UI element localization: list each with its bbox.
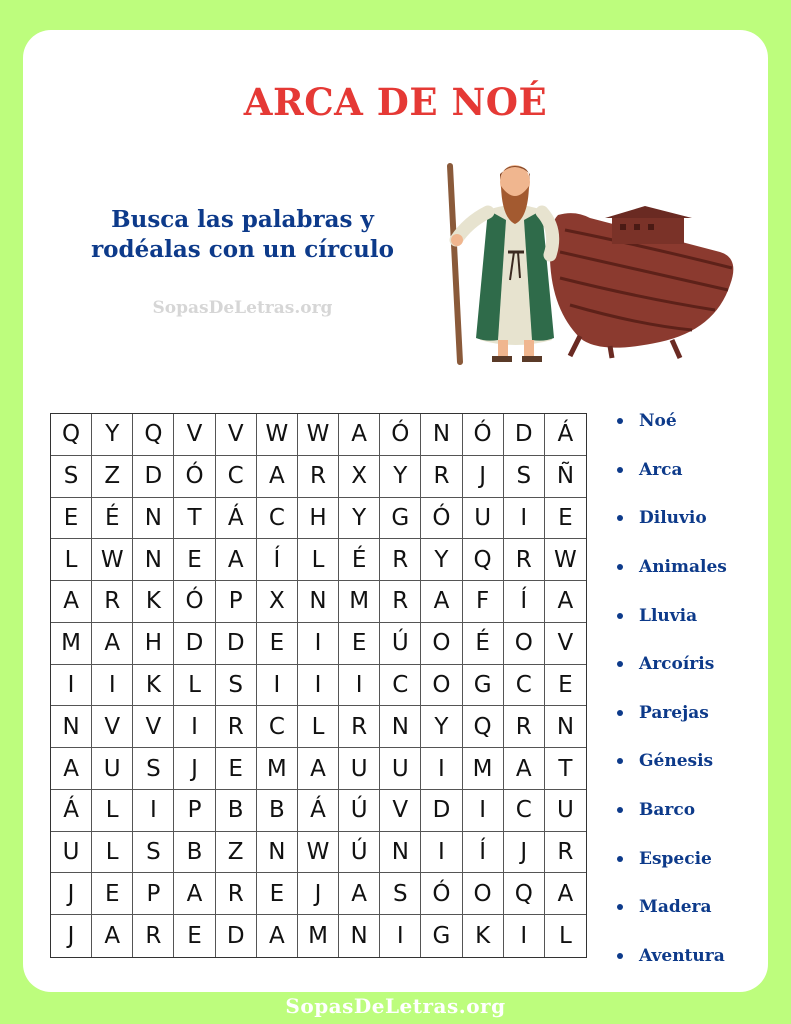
grid-cell[interactable]: S: [51, 456, 92, 498]
word-list-item: [617, 591, 767, 640]
grid-cell[interactable]: S: [380, 873, 421, 915]
grid-cell[interactable]: U: [339, 748, 380, 790]
grid-cell[interactable]: E: [92, 873, 133, 915]
grid-cell[interactable]: X: [339, 456, 380, 498]
grid-cell[interactable]: T: [545, 748, 586, 790]
grid-cell[interactable]: Q: [504, 873, 545, 915]
grid-cell[interactable]: R: [545, 832, 586, 874]
grid-cell[interactable]: N: [380, 832, 421, 874]
grid-cell[interactable]: N: [339, 915, 380, 957]
grid-cell[interactable]: R: [380, 581, 421, 623]
grid-cell[interactable]: L: [559, 923, 572, 950]
bullet-icon: [617, 856, 623, 862]
grid-cell[interactable]: D: [421, 790, 462, 832]
grid-cell[interactable]: J: [174, 748, 215, 790]
grid-cell[interactable]: A: [51, 581, 92, 623]
grid-cell[interactable]: Y: [421, 706, 462, 748]
grid-cell[interactable]: Ó: [421, 873, 462, 915]
grid-cell[interactable]: I: [504, 915, 545, 957]
grid-cell[interactable]: G: [421, 915, 462, 957]
grid-cell[interactable]: D: [216, 915, 257, 957]
grid-cell[interactable]: A: [257, 915, 298, 957]
grid-cell[interactable]: Í: [504, 581, 545, 623]
grid-cell[interactable]: E: [257, 873, 298, 915]
grid-cell[interactable]: P: [216, 581, 257, 623]
page-title: ARCA DE NOÉ: [243, 80, 548, 124]
grid-cell[interactable]: I: [92, 665, 133, 707]
grid-cell[interactable]: V: [92, 706, 133, 748]
grid-cell[interactable]: I: [380, 915, 421, 957]
grid-cell[interactable]: D: [133, 456, 174, 498]
grid-cell[interactable]: Í: [463, 832, 504, 874]
word-label: Barco: [639, 800, 696, 821]
grid-cell[interactable]: J: [504, 832, 545, 874]
grid-cell[interactable]: H: [133, 623, 174, 665]
grid-cell[interactable]: I: [174, 706, 215, 748]
grid-cell[interactable]: E: [174, 539, 215, 581]
grid-cell[interactable]: Q: [463, 706, 504, 748]
grid-cell[interactable]: E: [174, 915, 215, 957]
grid-cell[interactable]: K: [463, 915, 504, 957]
grid-cell[interactable]: J: [51, 915, 92, 957]
grid-cell[interactable]: K: [133, 665, 174, 707]
grid-cell[interactable]: Q: [133, 414, 174, 456]
grid-cell[interactable]: U: [92, 748, 133, 790]
grid-cell[interactable]: R: [216, 873, 257, 915]
grid-cell[interactable]: I: [298, 623, 339, 665]
ark-icon: [550, 206, 734, 358]
grid-cell[interactable]: Á: [545, 414, 586, 456]
grid-cell[interactable]: Í: [257, 539, 298, 581]
grid-cell[interactable]: E: [545, 498, 586, 540]
noah-icon: [450, 165, 554, 362]
grid-cell[interactable]: Y: [421, 539, 462, 581]
grid-cell[interactable]: S: [133, 748, 174, 790]
grid-cell[interactable]: E: [339, 623, 380, 665]
grid-cell[interactable]: L: [174, 665, 215, 707]
grid-cell[interactable]: W: [92, 539, 133, 581]
word-list-item: [617, 397, 767, 446]
grid-cell[interactable]: V: [545, 623, 586, 665]
word-list-item: [617, 932, 767, 981]
grid-cell[interactable]: A: [257, 456, 298, 498]
grid-cell[interactable]: C: [504, 790, 545, 832]
grid-cell[interactable]: Ó: [174, 581, 215, 623]
grid-cell[interactable]: U: [463, 498, 504, 540]
grid-cell[interactable]: P: [174, 790, 215, 832]
grid-cell[interactable]: A: [339, 873, 380, 915]
grid-cell[interactable]: D: [174, 623, 215, 665]
grid-cell[interactable]: I: [504, 498, 545, 540]
word-label: Génesis: [639, 751, 714, 772]
grid-cell[interactable]: R: [380, 539, 421, 581]
grid-cell[interactable]: Á: [51, 790, 92, 832]
grid-cell[interactable]: A: [504, 748, 545, 790]
word-label: Especie: [639, 848, 712, 869]
grid-cell[interactable]: R: [92, 581, 133, 623]
grid-cell[interactable]: Q: [51, 414, 92, 456]
grid-cell[interactable]: A: [216, 539, 257, 581]
grid-cell[interactable]: Q: [463, 539, 504, 581]
grid-cell[interactable]: Ú: [339, 832, 380, 874]
word-label: Diluvio: [639, 508, 707, 529]
word-list-item: [617, 834, 767, 883]
grid-cell[interactable]: H: [298, 498, 339, 540]
grid-cell[interactable]: Ú: [339, 790, 380, 832]
bullet-icon: [617, 953, 623, 959]
grid-cell[interactable]: M: [339, 581, 380, 623]
grid-cell[interactable]: E: [257, 623, 298, 665]
grid-cell[interactable]: A: [545, 581, 586, 623]
grid-cell[interactable]: N: [421, 414, 462, 456]
word-search-grid: [50, 413, 587, 958]
instructions-line-2: rodéalas con un círculo: [91, 236, 394, 263]
grid-cell[interactable]: W: [298, 832, 339, 874]
instructions: [70, 205, 415, 265]
bullet-icon: [617, 661, 623, 667]
word-list-item: [617, 543, 767, 592]
word-label: Aventura: [639, 945, 725, 966]
grid-cell[interactable]: S: [504, 456, 545, 498]
grid-cell[interactable]: Y: [92, 414, 133, 456]
grid-cell[interactable]: I: [421, 748, 462, 790]
grid-cell[interactable]: Ú: [380, 623, 421, 665]
grid-cell[interactable]: R: [298, 456, 339, 498]
grid-cell[interactable]: Á: [216, 498, 257, 540]
grid-cell[interactable]: R: [421, 456, 462, 498]
grid-cell[interactable]: É: [339, 539, 380, 581]
grid-cell[interactable]: I: [463, 790, 504, 832]
word-list-item: [617, 883, 767, 932]
grid-cell[interactable]: C: [257, 498, 298, 540]
grid-cell[interactable]: L: [92, 790, 133, 832]
grid-cell[interactable]: C: [380, 665, 421, 707]
word-list-item: [617, 786, 767, 835]
word-label: Arca: [639, 459, 683, 480]
grid-cell[interactable]: I: [298, 665, 339, 707]
word-label: Arcoíris: [639, 654, 715, 675]
grid-cell[interactable]: A: [421, 581, 462, 623]
grid-cell[interactable]: L: [298, 706, 339, 748]
grid-cell[interactable]: Y: [380, 456, 421, 498]
grid-cell[interactable]: A: [174, 873, 215, 915]
grid-cell[interactable]: E: [51, 498, 92, 540]
grid-cell[interactable]: A: [51, 748, 92, 790]
word-label: Madera: [639, 897, 712, 918]
bullet-icon: [617, 467, 623, 473]
grid-cell[interactable]: I: [51, 665, 92, 707]
grid-cell[interactable]: J: [298, 873, 339, 915]
bullet-icon: [617, 758, 623, 764]
bullet-icon: [617, 515, 623, 521]
grid-cell[interactable]: V: [133, 706, 174, 748]
grid-cell[interactable]: O: [463, 873, 504, 915]
grid-cell[interactable]: O: [421, 623, 462, 665]
watermark-top: SopasDeLetras.org: [152, 298, 333, 318]
grid-cell[interactable]: Ñ: [545, 456, 586, 498]
grid-cell[interactable]: L: [51, 539, 92, 581]
grid-cell[interactable]: Ó: [463, 414, 504, 456]
grid-cell[interactable]: Z: [216, 832, 257, 874]
grid-cell[interactable]: E: [545, 665, 586, 707]
bullet-icon: [617, 904, 623, 910]
grid-cell[interactable]: D: [216, 623, 257, 665]
grid-cell[interactable]: S: [216, 665, 257, 707]
bullet-icon: [617, 564, 623, 570]
grid-cell[interactable]: B: [257, 790, 298, 832]
watermark-bottom: SopasDeLetras.org: [285, 994, 506, 1018]
word-list-item: [617, 494, 767, 543]
grid-cell[interactable]: M: [257, 748, 298, 790]
grid-cell[interactable]: I: [339, 665, 380, 707]
grid-cell[interactable]: N: [380, 706, 421, 748]
grid-cell[interactable]: C: [257, 706, 298, 748]
grid-cell[interactable]: A: [545, 873, 586, 915]
grid-cell[interactable]: G: [380, 498, 421, 540]
grid-cell[interactable]: R: [504, 539, 545, 581]
noah-with-ark-illustration: [440, 160, 740, 370]
grid-cell[interactable]: U: [380, 748, 421, 790]
bullet-icon: [617, 807, 623, 813]
word-label: Parejas: [639, 702, 709, 723]
grid-cell[interactable]: P: [133, 873, 174, 915]
grid-cell[interactable]: S: [133, 832, 174, 874]
grid-cell[interactable]: I: [421, 832, 462, 874]
grid-cell[interactable]: U: [545, 790, 586, 832]
grid-cell[interactable]: B: [174, 832, 215, 874]
grid-cell[interactable]: V: [174, 414, 215, 456]
grid-cell[interactable]: É: [92, 498, 133, 540]
word-label: Animales: [639, 557, 727, 578]
word-list-item: [617, 446, 767, 495]
grid-cell[interactable]: N: [133, 539, 174, 581]
word-list: [617, 397, 767, 980]
grid-cell[interactable]: V: [216, 414, 257, 456]
grid-cell[interactable]: Ó: [380, 414, 421, 456]
grid-cell[interactable]: J: [463, 456, 504, 498]
grid-cell[interactable]: Ó: [421, 498, 462, 540]
grid-cell[interactable]: I: [257, 665, 298, 707]
grid-cell[interactable]: L: [92, 832, 133, 874]
grid-cell[interactable]: W: [257, 414, 298, 456]
grid-cell[interactable]: K: [133, 581, 174, 623]
grid-cell[interactable]: W: [298, 414, 339, 456]
grid-cell[interactable]: R: [504, 706, 545, 748]
grid-cell[interactable]: N: [51, 706, 92, 748]
word-list-item: [617, 737, 767, 786]
word-label: Lluvia: [639, 605, 698, 626]
word-list-item: [617, 689, 767, 738]
grid-cell[interactable]: F: [463, 581, 504, 623]
grid-cell[interactable]: R: [216, 706, 257, 748]
grid-cell[interactable]: N: [257, 832, 298, 874]
grid-cell[interactable]: D: [504, 414, 545, 456]
bullet-icon: [617, 613, 623, 619]
grid-cell[interactable]: É: [463, 623, 504, 665]
word-list-item: [617, 640, 767, 689]
grid-cell[interactable]: A: [92, 623, 133, 665]
grid-cell[interactable]: C: [504, 665, 545, 707]
grid-cell[interactable]: C: [216, 456, 257, 498]
grid-cell[interactable]: N: [298, 581, 339, 623]
grid-cell[interactable]: R: [339, 706, 380, 748]
bullet-icon: [617, 418, 623, 424]
grid-cell[interactable]: Á: [298, 790, 339, 832]
grid-cell[interactable]: B: [216, 790, 257, 832]
grid-cell[interactable]: N: [545, 706, 586, 748]
grid-cell[interactable]: M: [463, 748, 504, 790]
grid-cell[interactable]: L: [298, 539, 339, 581]
grid-cell[interactable]: M: [51, 623, 92, 665]
grid-cell[interactable]: N: [133, 498, 174, 540]
grid-cell[interactable]: W: [545, 539, 586, 581]
grid-cell[interactable]: A: [339, 414, 380, 456]
grid-cell[interactable]: T: [174, 498, 215, 540]
grid-cell[interactable]: Z: [92, 456, 133, 498]
grid-cell[interactable]: M: [298, 915, 339, 957]
grid-cell[interactable]: G: [463, 665, 504, 707]
grid-cell[interactable]: A: [92, 915, 133, 957]
grid-cell[interactable]: Ó: [174, 456, 215, 498]
grid-cell[interactable]: I: [133, 790, 174, 832]
grid-cell[interactable]: Y: [339, 498, 380, 540]
grid-cell[interactable]: O: [504, 623, 545, 665]
bullet-icon: [617, 710, 623, 716]
grid-cell[interactable]: R: [133, 915, 174, 957]
grid-cell[interactable]: O: [421, 665, 462, 707]
grid-cell[interactable]: J: [51, 873, 92, 915]
grid-cell[interactable]: V: [380, 790, 421, 832]
word-label: Noé: [639, 411, 677, 432]
grid-cell[interactable]: A: [298, 748, 339, 790]
grid-cell[interactable]: U: [51, 832, 92, 874]
grid-cell[interactable]: X: [257, 581, 298, 623]
instructions-line-1: Busca las palabras y: [111, 206, 374, 233]
grid-cell[interactable]: E: [216, 748, 257, 790]
